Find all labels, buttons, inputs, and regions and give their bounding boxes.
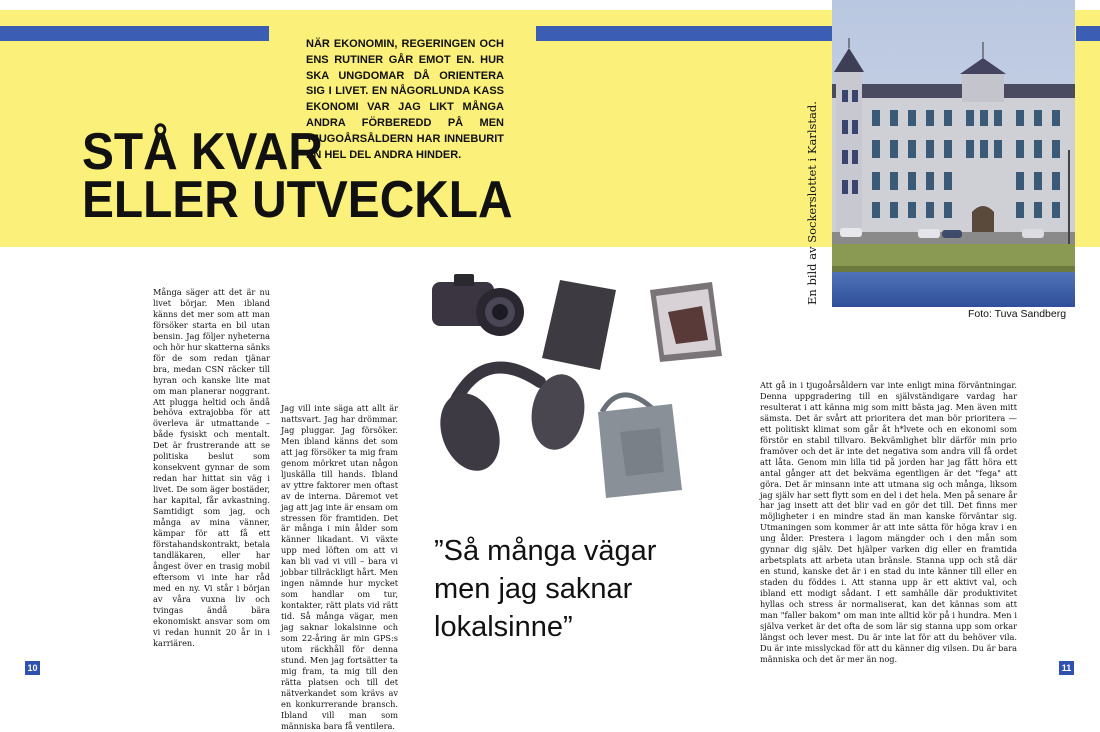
photo-caption: En bild av Sockerslottet i Karlstad. (805, 101, 819, 305)
headline-line-2: ELLER UTVECKLA (82, 171, 513, 229)
photo-credit: Foto: Tuva Sandberg (968, 308, 1067, 320)
blue-bar-left (0, 26, 269, 41)
headline-line-1: STÅ KVAR (82, 123, 323, 181)
pull-quote-line-3: lokalsinne” (434, 611, 573, 643)
page-number-right: 11 (1059, 661, 1074, 675)
article-column-1: Många säger att det är nu livet börjar. Men ibland känns det mer som att man försöker starta en bil utan bensin. Jag följer nyheterna och hör hur skatterna sänks för de som redan tjänar bra, medan CSN räcker till hyran och kanske lite mat om man planerar noggrant. Att plugga heltid och ändå behöva extrajobba för att överleva är utmattande – både fysiskt och mentalt. Det är frustrerande att se politiska beslut som konsekvent gynnar de som redan har hittat sin väg i livet. De som äger bostäder, har kapital, får avkastning. Samtidigt som jag, och många av mina vänner, kämpar för att få ett förstahandskontrakt, betala tandläkaren, eller har ångest över en trasig mobil eftersom vi inte har råd med en ny. Vi står i början av våra vuxna liv och tvingas ändå bära ekonomiskt ansvar som om vi redan hunnit 20 år in i karriären. (153, 287, 270, 648)
pull-quote-line-1: ”Så många vägar (434, 535, 657, 567)
pull-quote (434, 532, 656, 646)
objects-illustration (420, 262, 740, 522)
page-number-left: 10 (25, 661, 40, 675)
tablet-icon (542, 280, 616, 370)
camera-icon (432, 274, 524, 336)
pull-quote-line-2: men jag saknar (434, 573, 633, 605)
blue-bar-right (1076, 26, 1100, 41)
sockerslottet-photo (832, 0, 1075, 307)
tote-bag-icon (598, 395, 682, 498)
photo-frame-icon (650, 282, 722, 362)
article-column-3: Att gå in i tjugoårsåldern var inte enligt mina förväntningar. Denna uppgradering till en självständigare vardag har resulterat i att känna mig som mitt bästa jag. Men även mitt sämsta. Det är svårt att prioritera det man bör prioritera — ett politiskt klimat som går åt h*lvete och en ekonomi som förstör en stabil tillvaro. Bekvämlighet blir därför min prio framöver och det är inte det negativa som andra vill få ordet att låta. Genom min lilla tid på jorden har jag fått höra ett antal gånger att det bekväma egentligen är det "fega" att göra. Det är minsann inte att utmana sig och många, liksom jag själv har sett flytt som en del i det hela. Men på senare år har jag insett att det blir vad en gör det till. Det finns mer möjligheter i en mindre stad än man kanske förväntar sig. Utmaningen som kommer är att inte sätta för höga krav i en ung ålder. Prestera i lagom mängder och i den mån som gynnar dig själv. Det hjälper varken dig eller en framtida arbetsplats att arbeta utan bränsle. Stanna upp och stå där en stund, kanske det är i en stad du inte känner till eller en staden du föddes i. Att stanna upp är ett aktivt val, och ibland ett modigt sådant. I ett samhälle där produktivitet hyllas och stress är normaliserat, kan det kännas som att man "faller bakom" om man inte alltid kör på i hundra. Men i själva verket är det ofta de som lär sig stanna upp som orkar längst och lever mest. Du är inte lat för att du behöver vila. Du är inte misslyckad för att du känner dig vilsen. Du är bara människa och det är mer än nog. (760, 380, 1017, 664)
article-column-2: Jag vill inte säga att allt är nattsvart. Jag har drömmar. Jag pluggar. Jag försöker. Men ibland känns det som att jag försöker ta mig fram genom mörkret utan någon ljuskälla till hands. Ibland av yttre faktorer men oftast av de interna. Däremot vet jag att jag inte är ensam om stressen för framtiden. Det är många i min ålder som känner likadant. Vi växte upp med löften om att vi kan bli vad vi vill – bara vi jobbar tillräckligt hårt. Men ingen nämnde hur mycket som handlar om tur, kontakter, rätt plats vid rätt tid. Så många vägar, men jag saknar lokalsinne och som 22-åring är min GPS:s utom räckhåll för denna stund. Men jag fortsätter ta mig fram, ta mig till den rätta platsen och till det nätverkandet som krävs av en konkurrerande bransch. Ibland vill man som människa bara få ventilera. (281, 403, 398, 731)
headphones-icon (430, 367, 590, 479)
lead-text: NÄR EKONOMIN, REGERINGEN OCH ENS RUTINER GÅR EMOT EN. HUR SKA UNGDOMAR DÅ ORIENTERA SIG I LIVET. EN NÅGORLUNDA KASS EKONOMI VAR JAG LIKT MÅNGA ANDRA FÖRBEREDD PÅ MEN TJUGOÅRSÅLDERN HAR INNEBURIT EN HEL DEL ANDRA HINDER. (306, 38, 504, 161)
